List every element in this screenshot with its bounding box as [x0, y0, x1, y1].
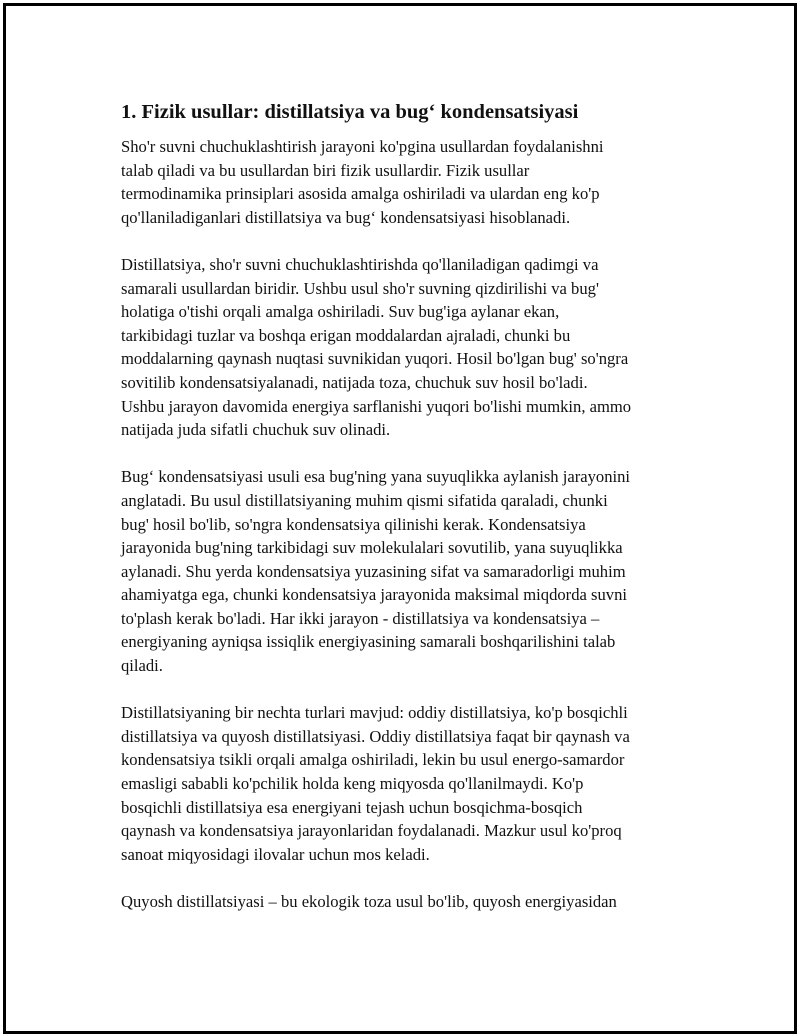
text-line: talab qiladi va bu usullardan biri fizik usullardir. Fizik usullar: [121, 160, 530, 180]
text-line: aylanadi. Shu yerda kondensatsiya yuzasining sifat va samaradorligi muhim: [121, 561, 626, 581]
text-line: jarayonida bug'ning tarkibidagi suv molekulalari sovutilib, yana suyuqlikka: [121, 538, 623, 558]
text-line: kondensatsiya tsikli orqali amalga oshiriladi, lekin bu usul energo-samardor: [121, 750, 625, 770]
text-line: energiyaning ayniqsa issiqlik energiyasining samarali boshqarilishini talab: [121, 632, 616, 652]
text-line: termodinamika prinsiplari asosida amalga oshiriladi va ulardan eng ko'p: [121, 184, 600, 204]
text-line: sanoat miqyosidagi ilovalar uchun mos keladi.: [121, 844, 430, 864]
text-line: Ushbu jarayon davomida energiya sarflanishi yuqori bo'lishi mumkin, ammo: [121, 396, 632, 416]
text-line: qiladi.: [121, 656, 163, 676]
text-line: moddalarning qaynash nuqtasi suvnikidan yuqori. Hosil bo'lgan bug' so'ngra: [121, 349, 629, 369]
text-line: holatiga o'tishi orqali amalga oshiriladi. Suv bug'iga aylanar ekan,: [121, 302, 560, 322]
text-line: bug' hosil bo'lib, so'ngra kondensatsiya qilinishi kerak. Kondensatsiya: [121, 514, 586, 534]
text-line: Sho'r suvni chuchuklashtirish jarayoni ko'pgina usullardan foydalanishni: [121, 137, 604, 156]
paragraph: [121, 135, 701, 229]
document-body: [121, 99, 701, 937]
paragraph-list: [121, 135, 701, 914]
text-line: Quyosh distillatsiyasi – bu ekologik toza usul bo'lib, quyosh energiyasidan: [121, 892, 617, 911]
text-line: natijada juda sifatli chuchuk suv olinadi.: [121, 420, 391, 440]
text-line: qo'llaniladiganlari distillatsiya va bug‘ kondensatsiyasi hisoblanadi.: [121, 207, 571, 227]
text-line: distillatsiya va quyosh distillatsiyasi. Oddiy distillatsiya faqat bir qaynash va: [121, 726, 630, 746]
paragraph: [121, 701, 701, 866]
paragraph: [121, 465, 701, 677]
text-line: to'plash kerak bo'ladi. Har ikki jarayon - distillatsiya va kondensatsiya –: [121, 608, 600, 628]
section-heading: 1. Fizik usullar: distillatsiya va bug‘ kondensatsiyasi: [121, 101, 579, 123]
paragraph: [121, 253, 701, 442]
text-line: Bug‘ kondensatsiyasi usuli esa bug'ning yana suyuqlikka aylanish jarayonini: [121, 467, 631, 487]
text-line: Distillatsiya, sho'r suvni chuchuklashtirishda qo'llaniladigan qadimgi va: [121, 254, 599, 274]
text-line: bosqichli distillatsiya esa energiyani tejash uchun bosqichma-bosqich: [121, 797, 583, 817]
text-line: emasligi sababli ko'pchilik holda keng miqyosda qo'llanilmaydi. Ko'p: [121, 774, 584, 794]
page-frame: [3, 3, 797, 1034]
text-line: tarkibidagi tuzlar va boshqa erigan moddalardan ajraladi, chunki bu: [121, 325, 571, 345]
text-line: sovitilib kondensatsiyalanadi, natijada toza, chuchuk suv hosil bo'ladi.: [121, 372, 588, 392]
text-line: Distillatsiyaning bir nechta turlari mavjud: oddiy distillatsiya, ko'p bosqichli: [121, 703, 628, 723]
text-line: anglatadi. Bu usul distillatsiyaning muhim qismi sifatida qaraladi, chunki: [121, 490, 608, 510]
text-line: ahamiyatga ega, chunki kondensatsiya jarayonida maksimal miqdorda suvni: [121, 585, 627, 605]
text-line: qaynash va kondensatsiya jarayonlaridan foydalanadi. Mazkur usul ko'proq: [121, 821, 622, 841]
paragraph: [121, 890, 701, 914]
text-line: samarali usullardan biridir. Ushbu usul sho'r suvning qizdirilishi va bug': [121, 278, 599, 298]
